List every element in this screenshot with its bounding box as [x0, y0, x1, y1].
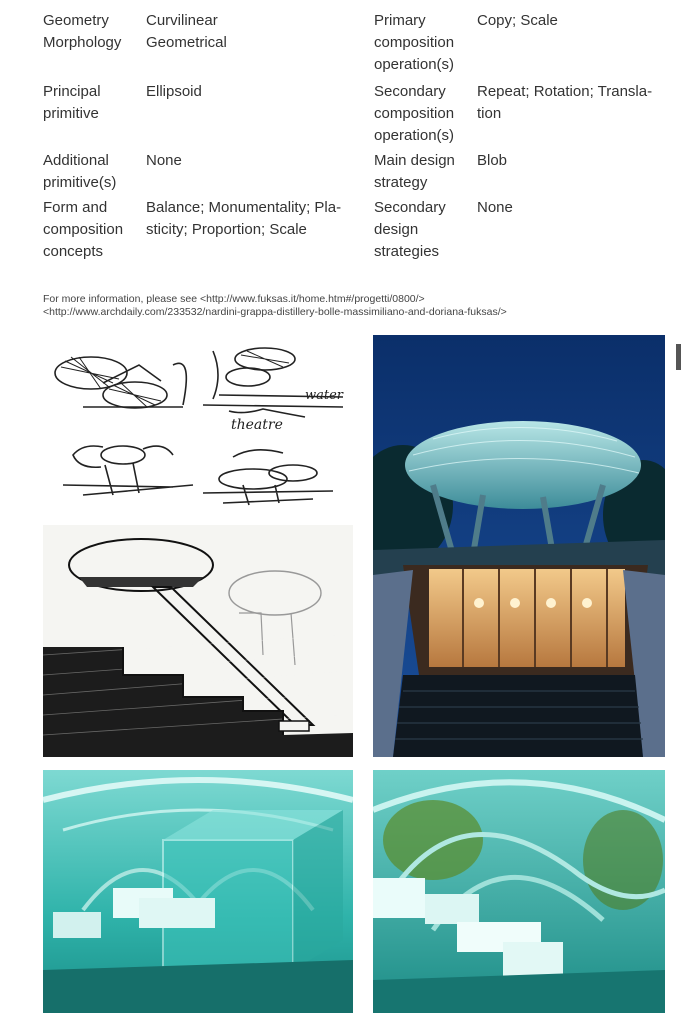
key-main-design-strategy: Main design strategy	[374, 152, 455, 191]
value-secondary-design-strategies: None	[477, 199, 513, 216]
section-sketch-image	[43, 525, 353, 757]
value-geometry-morphology: Curvilinear Geometrical	[146, 12, 227, 51]
concept-sketches-image	[43, 335, 353, 515]
key-secondary-design-strategies: Secondary design strategies	[374, 199, 446, 260]
glass-interior-photo-1	[43, 770, 353, 1013]
sketch-word-water: water	[305, 388, 344, 403]
page-edge-marker	[676, 344, 681, 370]
key-form-composition-concepts: Form and composition concepts	[43, 199, 124, 260]
sketch-word-theater: theatre	[231, 417, 283, 433]
key-additional-primitives: Additional primitive(s)	[43, 152, 117, 191]
value-secondary-composition: Repeat; Rotation; Transla- tion	[477, 83, 653, 122]
key-secondary-composition: Secondary composition operation(s)	[374, 83, 455, 144]
more-info-line-1: For more information, please see <http://www.fuksas.it/home.htm#/progetti/0800/>	[43, 293, 425, 305]
value-main-design-strategy: Blob	[477, 152, 508, 169]
key-primary-composition: Primary composition operation(s)	[374, 12, 455, 73]
more-info-line-2: <http://www.archdaily.com/233532/nardini-grappa-distillery-bolle-massimiliano-and-doriana-fuksas/>	[43, 306, 507, 318]
glass-interior-photo-2	[373, 770, 665, 1013]
night-exterior-photo	[373, 335, 665, 757]
value-form-composition-concepts: Balance; Monumentality; Pla- sticity; Proportion; Scale	[146, 199, 342, 238]
key-principal-primitive: Principal primitive	[43, 83, 101, 122]
key-geometry-morphology: Geometry Morphology	[43, 12, 122, 51]
value-primary-composition: Copy; Scale	[477, 12, 558, 29]
value-principal-primitive: Ellipsoid	[146, 83, 202, 100]
value-additional-primitives: None	[146, 152, 182, 169]
